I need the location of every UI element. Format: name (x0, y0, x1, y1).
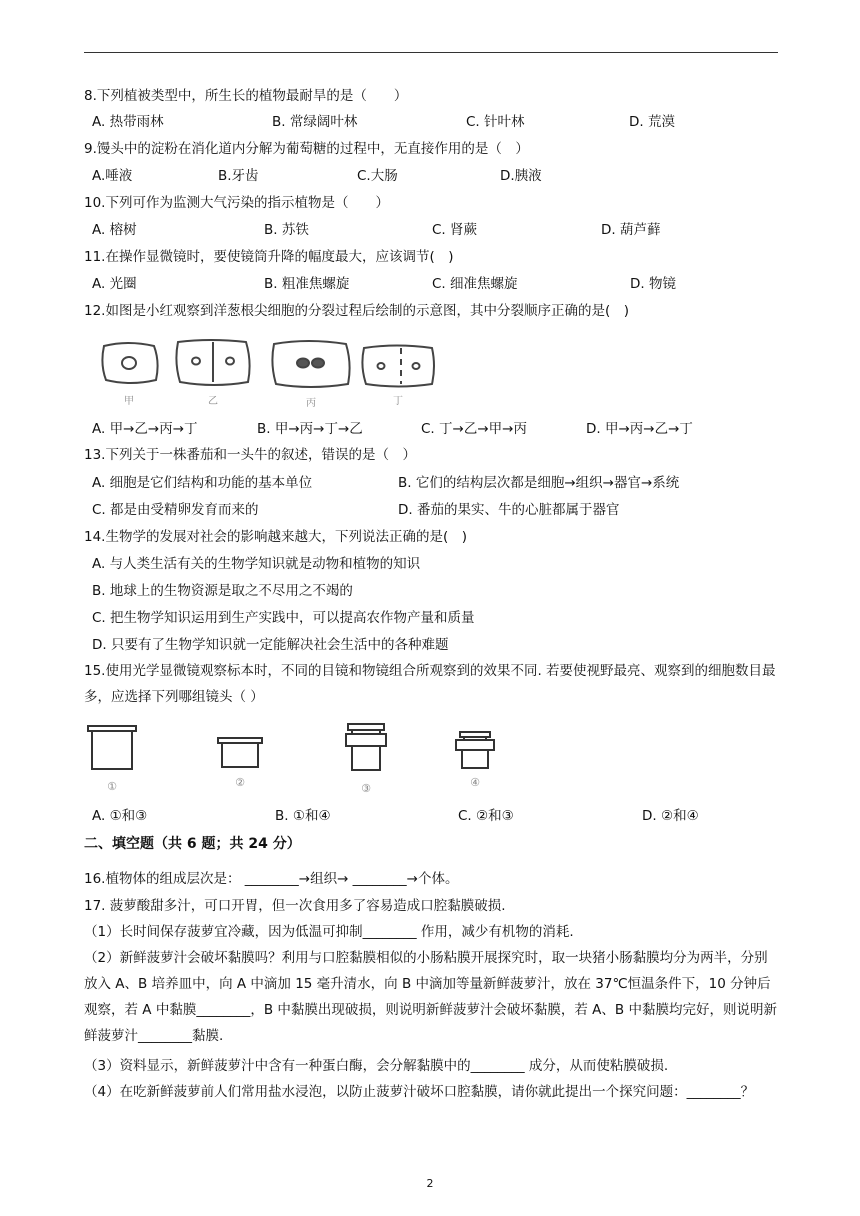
option-a[interactable]: A. 与人类生活有关的生物学知识就是动物和植物的知识 (92, 556, 421, 572)
question-12-stem: 12.如图是小红观察到洋葱根尖细胞的分裂过程后绘制的示意图，其中分裂顺序正确的是( ) (84, 303, 630, 319)
option-a[interactable]: A. 细胞是它们结构和功能的基本单位 (92, 475, 313, 491)
lens-label-2: ② (235, 776, 245, 789)
option-d[interactable]: D. ②和④ (642, 808, 699, 824)
option-d[interactable]: D. 荒漠 (629, 114, 675, 130)
lens-label-1: ① (107, 780, 117, 793)
option-b[interactable]: B. 它们的结构层次都是细胞→组织→器官→系统 (398, 475, 680, 491)
option-a[interactable]: A. ①和③ (92, 808, 148, 824)
section-heading: 二、填空题（共 6 题；共 24 分） (84, 836, 301, 852)
question-11-stem: 11.在操作显微镜时，要使镜筒升降的幅度最大，应该调节( ) (84, 249, 454, 265)
option-d[interactable]: D. 只要有了生物学知识就一定能解决社会生活中的各种难题 (92, 637, 449, 653)
option-b[interactable]: B. 常绿阔叶林 (272, 114, 358, 130)
option-a[interactable]: A. 甲→乙→丙→丁 (92, 421, 198, 437)
header-rule (84, 52, 778, 53)
question-8-options (92, 112, 782, 132)
option-d[interactable]: D. 番茄的果实、牛的心脏都属于器官 (398, 502, 620, 518)
question-15-options (92, 806, 782, 826)
figure-label-yi: 乙 (208, 396, 218, 407)
option-c[interactable]: C. 丁→乙→甲→丙 (421, 421, 527, 437)
question-16: 16.植物体的组成层次是： ________→组织→ ________→个体。 (84, 871, 459, 887)
option-b[interactable]: B. 地球上的生物资源是取之不尽用之不竭的 (92, 583, 353, 599)
figure-label-bing: 丙 (306, 398, 316, 409)
question-10-stem: 10.下列可作为监测大气污染的指示植物是（ ） (84, 195, 389, 211)
option-c[interactable]: C.大肠 (357, 168, 398, 184)
option-c[interactable]: C. 针叶林 (466, 114, 525, 130)
option-a[interactable]: A. 热带雨林 (92, 114, 164, 130)
question-13-options-row2 (92, 500, 782, 520)
cell-division-figure (98, 334, 440, 412)
lens-label-3: ③ (361, 782, 371, 795)
question-13-options-row1 (92, 473, 782, 493)
option-b[interactable]: B. 甲→丙→丁→乙 (257, 421, 363, 437)
question-15-stem: 15.使用光学显微镜观察标本时，不同的目镜和物镜组合所观察到的效果不同. 若要使视野最亮、观察到的细胞数目最多，应选择下列哪组镜头（ ） (84, 663, 776, 705)
question-17-stem: 17. 菠萝酸甜多汁，可口开胃，但一次食用多了容易造成口腔黏膜破损. (84, 898, 506, 914)
question-10-options (92, 220, 782, 240)
option-c[interactable]: C. 把生物学知识运用到生产实践中，可以提高农作物产量和质量 (92, 610, 475, 626)
question-9-options (92, 166, 782, 186)
option-b[interactable]: B. ①和④ (275, 808, 331, 824)
question-17-part-4: （4）在吃新鲜菠萝前人们常用盐水浸泡，以防止菠萝汁破坏口腔黏膜，请你就此提出一个探究问题：________？ (84, 1084, 755, 1100)
option-c[interactable]: C. 都是由受精卵发育而来的 (92, 502, 259, 518)
question-13-stem: 13.下列关于一株番茄和一头牛的叙述，错误的是（ ） (84, 447, 416, 463)
figure-label-ding: 丁 (393, 396, 403, 407)
question-17-part-2: （2）新鲜菠萝汁会破坏黏膜吗？利用与口腔黏膜相似的小肠粘膜开展探究时，取一块猪小肠黏膜均分为两半，分别放入 A、B 培养皿中，向 A 中滴加 15 毫升清水，向 B 中滴加等量新鲜菠萝汁，放在 37℃恒温条件下，10 分钟后观察，若 A 中黏膜________，B 中黏膜出现破损，则说明新鲜菠萝汁会破坏黏膜，若 A、B 中黏膜均完好，则说明新鲜菠萝汁________黏膜. (84, 950, 777, 1044)
option-a[interactable]: A.唾液 (92, 168, 133, 184)
lens-label-4: ④ (470, 776, 480, 789)
question-12-options (92, 419, 782, 439)
option-a[interactable]: A. 榕树 (92, 222, 137, 238)
option-d[interactable]: D. 葫芦藓 (601, 222, 661, 238)
option-d[interactable]: D.胰液 (500, 168, 542, 184)
option-d[interactable]: D. 物镜 (630, 276, 676, 292)
option-c[interactable]: C. 肾蕨 (432, 222, 478, 238)
option-c[interactable]: C. 细准焦螺旋 (432, 276, 518, 292)
figure-label-jia: 甲 (124, 396, 134, 407)
question-17-part-3: （3）资料显示，新鲜菠萝汁中含有一种蛋白酶，会分解黏膜中的________ 成分，从而使粘膜破损. (84, 1058, 669, 1074)
lens-figure (84, 720, 524, 796)
question-9-stem: 9.馒头中的淀粉在消化道内分解为葡萄糖的过程中，无直接作用的是（ ） (84, 141, 529, 157)
option-d[interactable]: D. 甲→丙→乙→丁 (586, 421, 693, 437)
option-a[interactable]: A. 光圈 (92, 276, 137, 292)
option-b[interactable]: B.牙齿 (218, 168, 259, 184)
option-b[interactable]: B. 粗准焦螺旋 (264, 276, 350, 292)
page-number: 2 (426, 1177, 434, 1190)
question-14-stem: 14.生物学的发展对社会的影响越来越大，下列说法正确的是( ) (84, 529, 468, 545)
question-17-part-1: （1）长时间保存菠萝宜冷藏，因为低温可抑制________ 作用，减少有机物的消耗. (84, 924, 574, 940)
option-b[interactable]: B. 苏铁 (264, 222, 309, 238)
question-11-options (92, 274, 782, 294)
option-c[interactable]: C. ②和③ (458, 808, 514, 824)
question-8-stem: 8.下列植被类型中，所生长的植物最耐旱的是（ ） (84, 88, 408, 104)
